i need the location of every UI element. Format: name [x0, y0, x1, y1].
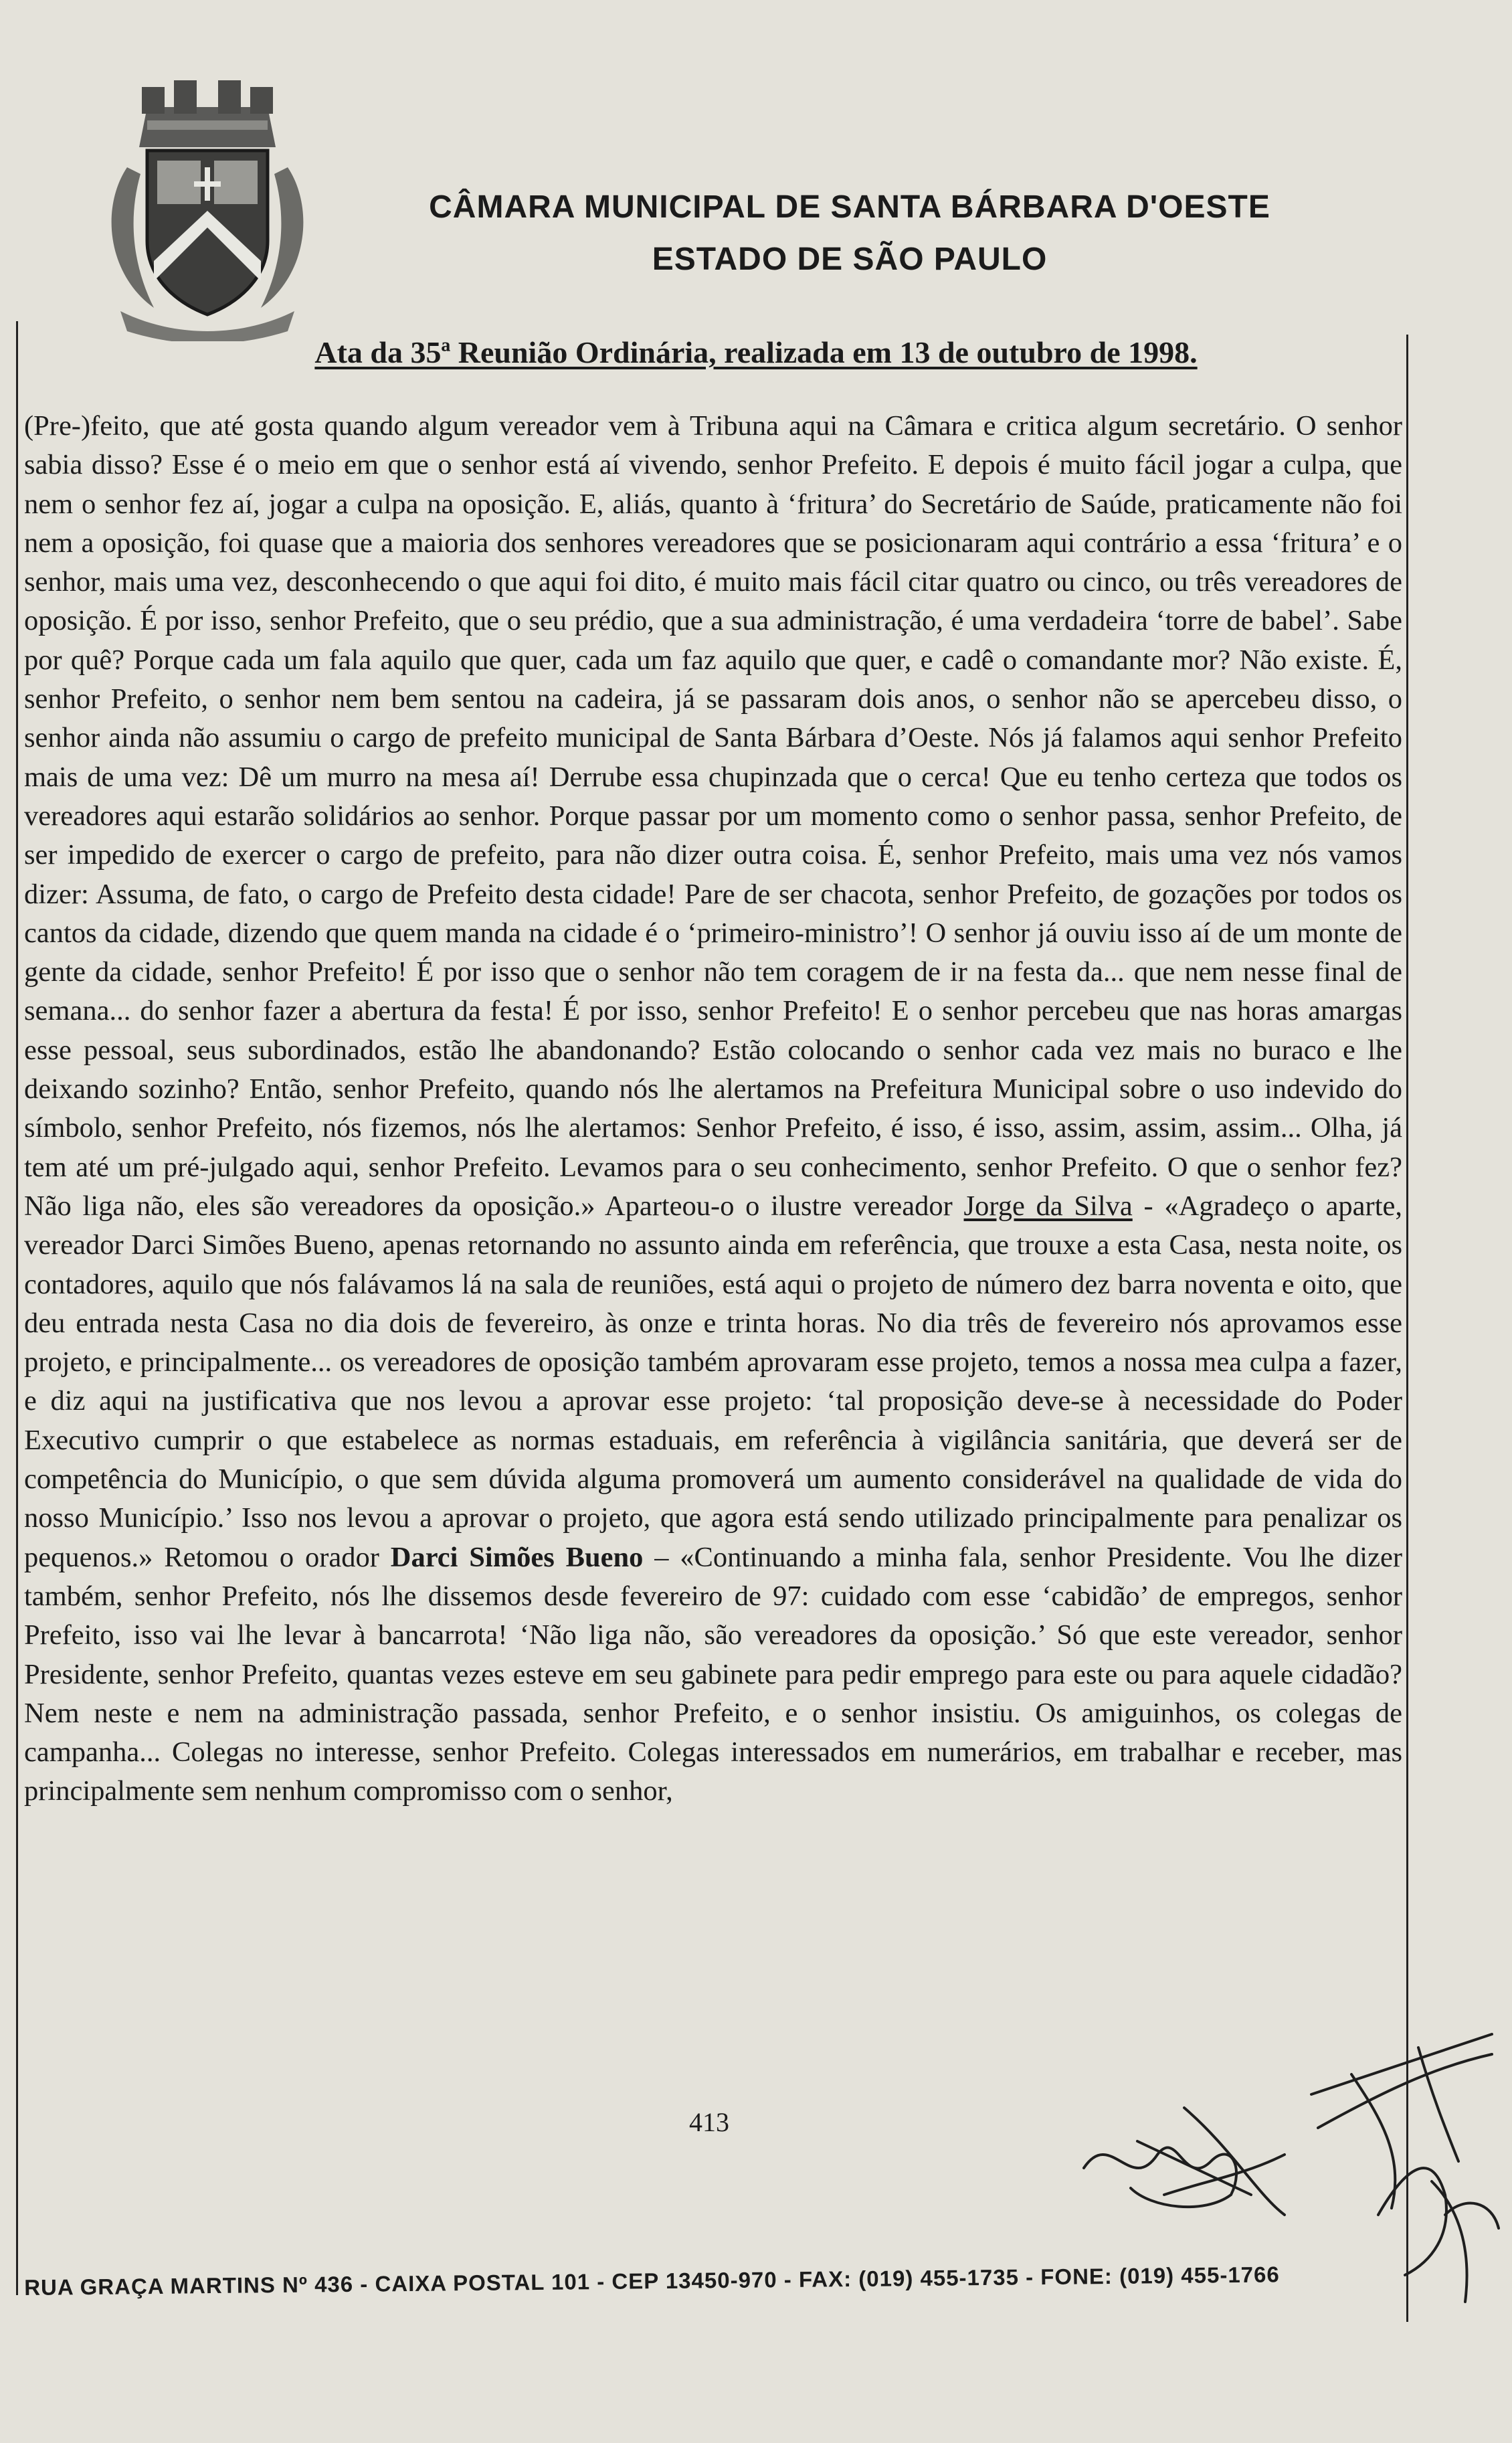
minutes-title-text: Ata da 35ª Reunião Ordinária, realizada em 13 de outubro de 1998.	[314, 335, 1198, 369]
institution-name: CÂMARA MUNICIPAL DE SANTA BÁRBARA D'OESTE	[429, 189, 1270, 225]
body-segment-2: - «Agradeço o aparte, vereador Darci Simões Bueno, apenas retornando no assunto ainda em referência, que trouxe a esta Casa, nesta noite, os contadores, aquilo que nós falávamos lá na sala de reuniões, está aqui o projeto de número dez barra noventa e oito, que deu entrada nesta Casa no dia dois de fevereiro, às onze e trinta horas. No dia três de fevereiro nós aprovamos esse projeto, e principalmente... os vereadores de oposição também aprovaram esse projeto, temos a nossa mea culpa a fazer, e diz aqui na justificativa que nos levou a aprovar esse projeto: ‘tal proposição deve-se à necessidade do Poder Executivo cumprir o que estabelece as normas estaduais, em referência à vigilância sanitária, que deverá ser de competência do Município, o que sem dúvida alguma promoverá um aumento considerável na qualidade de vida do nosso Município.’ Isso nos levou a aprovar o projeto, que agora está sendo utilizado principalmente para penalizar os pequenos.» Retomou o orador	[24, 1190, 1402, 1573]
page-number: 413	[689, 2107, 729, 2137]
address-footer: RUA GRAÇA MARTINS Nº 436 - CAIXA POSTAL 101 - CEP 13450-970 - FAX: (019) 455-1735 - FONE: (019) 455-1766	[24, 2262, 1280, 2300]
minutes-body	[24, 407, 1402, 1811]
speaker-name-jorge: Jorge da Silva	[963, 1190, 1133, 1222]
left-margin-rule	[16, 321, 18, 2295]
state-name: ESTADO DE SÃO PAULO	[652, 242, 1048, 277]
minutes-title	[0, 335, 1512, 370]
body-segment-3: – «Continuando a minha fala, senhor Presidente. Vou lhe dizer também, senhor Prefeito, nós lhe dissemos desde fevereiro de 97: cuidado com esse ‘cabidão’ de empregos, senhor Prefeito, isso vai lhe levar à bancarrota! ‘Não liga não, são vereadores da oposição.’ Só que este vereador, senhor Presidente, senhor Prefeito, quantas vezes esteve em seu gabinete para pedir emprego para este ou para aquele cidadão? Nem neste e nem na administração passada, senhor Prefeito, e o senhor insistiu. Os amiguinhos, os colegas de campanha... Colegas no interesse, senhor Prefeito. Colegas interessados em numerários, em trabalhar e receber, mas principalmente sem nenhum compromisso com o senhor,	[24, 1541, 1402, 1807]
body-segment-1: (Pre-)feito, que até gosta quando algum vereador vem à Tribuna aqui na Câmara e critica algum secretário. O senhor sabia disso? Esse é o meio em que o senhor está aí vivendo, senhor Prefeito. E depois é muito fácil jogar a culpa, que nem o senhor fez aí, jogar a culpa na oposição. E, aliás, quanto à ‘fritura’ do Secretário de Saúde, praticamente não foi nem a oposição, foi quase que a maioria dos senhores vereadores que se posicionaram aqui contrário a essa ‘fritura’ e o senhor, mais uma vez, desconhecendo o que aqui foi dito, é muito mais fácil citar quatro ou cinco, ou três vereadores de oposição. É por isso, senhor Prefeito, que o seu prédio, que a sua administração, é uma verdadeira ‘torre de babel’. Sabe por quê? Porque cada um fala aquilo que quer, cada um faz aquilo que quer, e cadê o comandante mor? Não existe. É, senhor Prefeito, o senhor nem bem sentou na cadeira, já se passaram dois anos, o senhor não se apercebeu disso, o senhor ainda não assumiu o cargo de prefeito municipal de Santa Bárbara d’Oeste. Nós já falamos aqui senhor Prefeito mais de uma vez: Dê um murro na mesa aí! Derrube essa chupinzada que o cerca! Que eu tenho certeza que todos os vereadores aqui estarão solidários ao senhor. Porque passar por um momento como o senhor passa, senhor Prefeito, de ser impedido de exercer o cargo de prefeito, para não dizer outra coisa. É, senhor Prefeito, mais uma vez nós vamos dizer: Assuma, de fato, o cargo de Prefeito desta cidade! Pare de ser chacota, senhor Prefeito, de gozações por todos os cantos da cidade, dizendo que quem manda na cidade é o ‘primeiro-ministro’! O senhor já ouviu isso aí de um monte de gente da cidade, senhor Prefeito! É por isso que o senhor não tem coragem de ir na festa da... que nem nesse final de semana... do senhor fazer a abertura da festa! É por isso, senhor Prefeito! E o senhor percebeu que nas horas amargas esse pessoal, seus subordinados, estão lhe abandonando? Estão colocando o senhor cada vez mais no buraco e lhe deixando sozinho? Então, senhor Prefeito, quando nós lhe alertamos na Prefeitura Municipal sobre o uso indevido do símbolo, senhor Prefeito, nós fizemos, nós lhe alertamos: Senhor Prefeito, é isso, é isso, assim, assim, assim... Olha, já tem até um pré-julgado aqui, senhor Prefeito. Levamos para o seu conhecimento, senhor Prefeito. O que o senhor fez? Não liga não, eles são vereadores da oposição.» Aparteou-o o ilustre vereador	[24, 410, 1402, 1222]
speaker-name-darci: Darci Simões Bueno	[390, 1541, 644, 1573]
